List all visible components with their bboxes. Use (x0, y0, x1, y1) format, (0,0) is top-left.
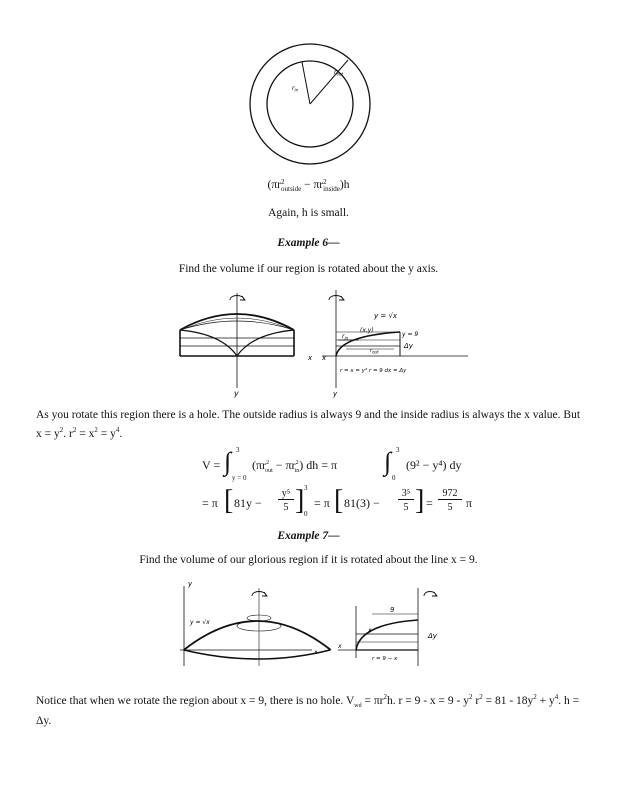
rotation-arrow (424, 592, 437, 597)
svg-text:y = 9: y = 9 (402, 331, 419, 338)
example-6-prompt: Find the volume if our region is rotated about the y axis. (178, 263, 439, 275)
example-6-body: As you rotate this region there is a hole. The outside radius is always 9 and the inside radius is always the x value. But $x = y^2$. $r^2 = x^2 = y^4$. (36, 409, 581, 440)
example-7-body: Notice that when we rotate the region about x = 9, there is no hole. $V_{wd} = \pi r^2h$. $r = 9 - x = 9 - y^2$ $r^2 = 81 - 18y^2 + y^4$. h = Δy. (36, 693, 580, 728)
outer-radius-line (310, 60, 348, 104)
sqrt-curve (356, 620, 418, 650)
r-in-label: $r_{in}$ (292, 85, 299, 93)
svg-text:y = √x: y = √x (190, 619, 210, 626)
example-7-prompt: Find the volume of our glorious region if it is rotated about the line x = 9. (139, 554, 478, 566)
rotation-arrow (230, 296, 245, 301)
volume-integral-equation: V = ∫ 3 y = 0 $(\pi r^2_{out} - \pi r^2_{in})$ dh = π ∫ 3 0 (9² − y⁴) dy (202, 446, 462, 482)
svg-text:Δy: Δy (428, 632, 437, 640)
rotation-arrow (329, 296, 344, 301)
svg-text:rin: $r_{in}$ (342, 333, 349, 341)
svg-text:y = √x: y = √x (374, 312, 398, 320)
svg-text:x: x (308, 354, 313, 362)
svg-text:x: x (322, 354, 327, 362)
svg-text:r = x = y² r = 9 dx = Δy: r = x = y² r = 9 dx = Δy (340, 368, 407, 374)
example-7-solid-figure (172, 580, 332, 670)
example-6-cross-section (318, 288, 478, 398)
svg-text:Δy: Δy (404, 342, 413, 350)
svg-text:x: x (368, 627, 372, 634)
svg-text:9: 9 (390, 606, 395, 614)
svg-text:x: x (338, 643, 342, 650)
svg-text:y: y (333, 390, 338, 398)
example-7-title: Example 7— (277, 530, 340, 542)
example-6-title: Example 6— (277, 237, 340, 249)
rotation-arrow (252, 592, 267, 597)
svg-text:(x,y): (x,y) (360, 327, 374, 334)
washer-formula: (πr2 outside − πr2 inside)h (267, 178, 350, 193)
svg-text:y: y (188, 580, 193, 588)
svg-text:y: y (234, 389, 239, 398)
svg-text:x: x (314, 649, 318, 656)
washer-diagram (240, 40, 380, 170)
svg-text:r = 9 − x: r = 9 − x (372, 656, 398, 662)
r-out-label: $r_{out}$ (334, 69, 344, 77)
example-7-cross-section (336, 580, 456, 670)
inner-radius-line (302, 62, 310, 104)
volume-evaluated-equation: = π [ 81y − y⁵ 5 ] 3 0 = π [ 81(3) − 3⁵ 5 ] = 972 5 π (202, 484, 473, 518)
svg-text:rout: $r_{out}$ (370, 348, 379, 355)
again-text: Again, h is small. (268, 207, 349, 219)
example-6-solid-figure (172, 288, 332, 398)
